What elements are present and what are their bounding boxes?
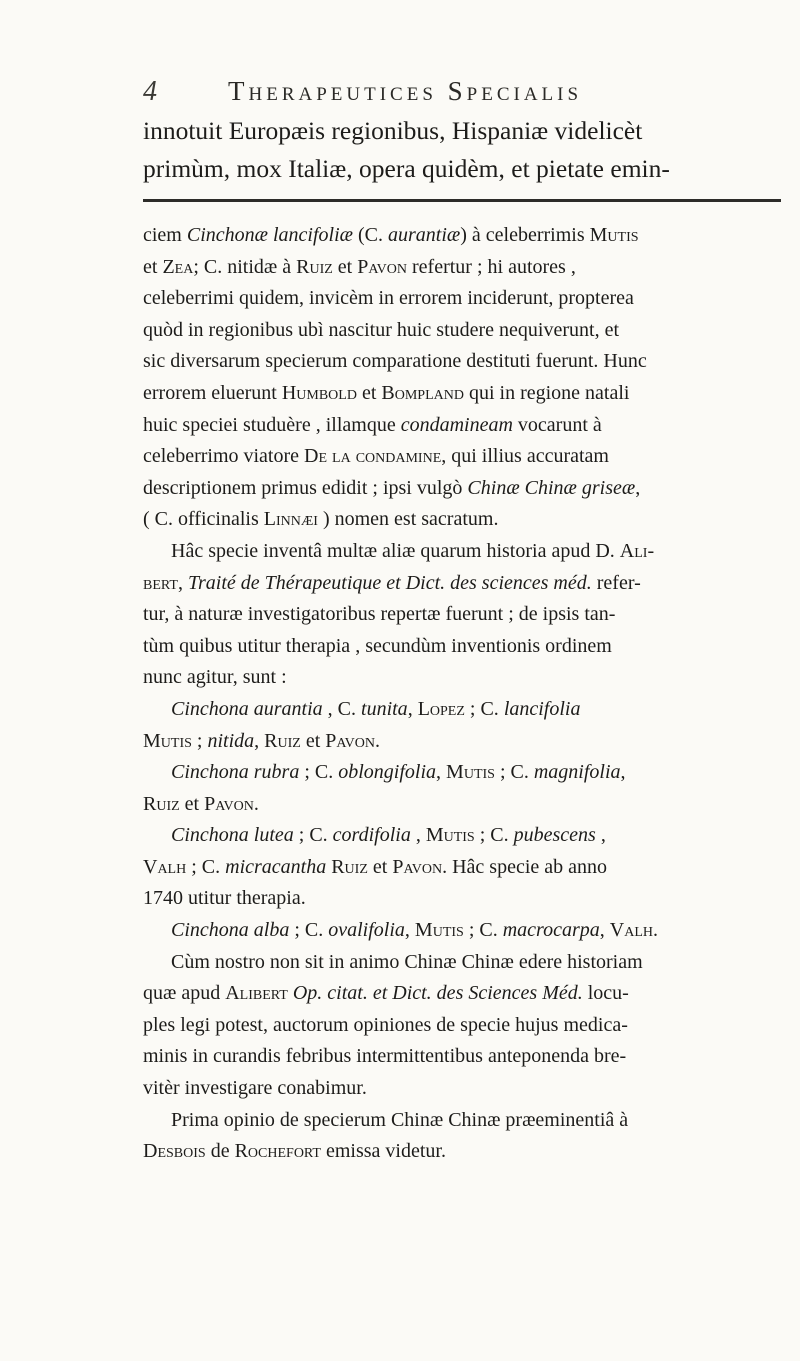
text-run: celeberrimo viatore bbox=[143, 445, 305, 468]
text-line: celeberrimi quidem, invicèm in errorem inciderunt, propterea bbox=[143, 287, 634, 310]
text-run: , C. bbox=[322, 697, 362, 720]
author-name: Rochefort bbox=[234, 1140, 321, 1163]
page-header bbox=[143, 76, 703, 116]
text-run: descriptionem primus edidit ; ipsi vulgò bbox=[143, 476, 468, 499]
author-name: Alibert bbox=[225, 982, 288, 1005]
author-name: Valh bbox=[143, 855, 187, 878]
species-entry bbox=[143, 789, 783, 821]
text-line bbox=[143, 252, 783, 284]
text-line bbox=[143, 504, 783, 536]
text-run: locu- bbox=[582, 982, 629, 1005]
author-name: Pavon bbox=[325, 729, 376, 752]
text-line bbox=[143, 978, 783, 1010]
author-name: Mutis bbox=[425, 824, 475, 847]
author-name: Lopez bbox=[417, 697, 465, 720]
text-run: , bbox=[404, 919, 415, 942]
text-run: ; C. bbox=[474, 824, 514, 847]
text-run: et bbox=[332, 255, 358, 278]
text-line: primùm, mox Italiæ, opera quidèm, et pietate emin- bbox=[143, 154, 670, 183]
text-line: minis in curandis febribus intermittentibus anteponenda bre- bbox=[143, 1045, 627, 1068]
species-name: oblongifolia bbox=[338, 761, 437, 784]
text-run: , bbox=[254, 729, 265, 752]
text-run: errorem eluerunt bbox=[143, 381, 282, 404]
text-run: , qui illius accuratam bbox=[441, 445, 609, 468]
author-name: Ruiz bbox=[296, 255, 333, 278]
text-line: nunc agitur, sunt : bbox=[143, 666, 287, 689]
book-title: Op. citat. et Dict. des Sciences Méd. bbox=[292, 982, 583, 1005]
text-run: . bbox=[375, 729, 381, 752]
text-run: et bbox=[356, 381, 382, 404]
text-line: Prima opinio de specierum Chinæ Chinæ præeminentiâ à bbox=[171, 1108, 629, 1131]
text-line: tùm quibus utitur therapia , secundùm inventionis ordinem bbox=[143, 634, 612, 657]
species-name: tunita bbox=[361, 697, 408, 720]
text-run: , bbox=[635, 476, 641, 499]
species-entry bbox=[143, 915, 783, 947]
species-entry bbox=[143, 852, 783, 884]
text-line bbox=[143, 536, 783, 568]
text-run: de bbox=[205, 1140, 235, 1163]
text-run: ; C. bbox=[463, 919, 503, 942]
text-run: ; C. bbox=[293, 824, 333, 847]
text-run: huic speciei studuère , illamque bbox=[143, 413, 401, 436]
text-line: Cùm nostro non sit in animo Chinæ Chinæ edere historiam bbox=[171, 950, 643, 973]
species-name: magnifolia bbox=[533, 761, 621, 784]
author-name: Ruiz bbox=[331, 855, 368, 878]
text-run: , bbox=[436, 761, 447, 784]
text-run: Hâc specie inventâ multæ aliæ quarum historia apud D. bbox=[171, 539, 620, 562]
author-name: Mutis bbox=[446, 761, 495, 784]
intro-text bbox=[143, 112, 783, 188]
text-run: , bbox=[410, 824, 426, 847]
species-name: macrocarpa bbox=[502, 919, 600, 942]
text-run: (C. bbox=[353, 224, 388, 246]
text-run: quæ apud bbox=[143, 982, 226, 1005]
text-run: ; C. bbox=[289, 919, 329, 942]
running-title: Therapeutices Specialis bbox=[228, 76, 583, 106]
author-name: Desbois bbox=[143, 1140, 206, 1163]
species-name: cordifolia bbox=[332, 824, 411, 847]
author-name: Valh bbox=[609, 919, 653, 942]
species-name: micracantha bbox=[225, 855, 327, 878]
author-name: Pavon bbox=[204, 792, 254, 815]
text-run: , bbox=[599, 919, 610, 942]
text-run: vocarunt à bbox=[512, 413, 602, 436]
author-name: Ali- bbox=[619, 539, 655, 562]
text-line: ples legi potest, auctorum opiniones de specie hujus medica- bbox=[143, 1013, 628, 1036]
species-entry bbox=[143, 726, 783, 758]
text-line bbox=[143, 410, 783, 442]
author-name: Humbold bbox=[281, 381, 357, 404]
text-run: emissa videtur. bbox=[320, 1140, 446, 1163]
author-name: Ruiz bbox=[143, 792, 180, 815]
text-run: . bbox=[253, 792, 259, 815]
text-run: ; C. bbox=[494, 761, 534, 784]
text-run: . Hâc specie ab anno bbox=[442, 855, 608, 878]
species-entry bbox=[143, 694, 783, 726]
species-name: Cinchona lutea bbox=[171, 824, 294, 847]
author-name: Mutis bbox=[414, 919, 464, 942]
text-run: qui in regione natali bbox=[463, 381, 630, 404]
species-name: Chinæ Chinæ griseæ bbox=[467, 476, 636, 499]
author-name: Pavon bbox=[357, 255, 407, 278]
species-name: Cinchona alba bbox=[171, 919, 290, 942]
species-entry bbox=[143, 757, 783, 789]
text-run: , bbox=[595, 824, 606, 847]
section-divider bbox=[143, 199, 781, 202]
species-name: nitida bbox=[207, 729, 255, 752]
text-run: ; C. nitidæ à bbox=[193, 255, 297, 278]
text-line bbox=[143, 473, 783, 505]
text-run: , bbox=[620, 761, 626, 784]
text-run: et bbox=[367, 855, 393, 878]
body-text bbox=[143, 220, 783, 1168]
species-name: lancifolia bbox=[503, 697, 581, 720]
page-number: 4 bbox=[143, 76, 157, 107]
text-run: et bbox=[300, 729, 326, 752]
text-run: ; bbox=[191, 729, 208, 752]
species-name: Cinchonæ lancifoliæ bbox=[186, 224, 353, 246]
species-name: ovalifolia bbox=[328, 919, 405, 942]
text-line bbox=[143, 1136, 783, 1168]
text-run: et bbox=[143, 255, 163, 278]
species-name: pubescens bbox=[513, 824, 596, 847]
text-run: refer- bbox=[591, 571, 641, 594]
species-entry bbox=[143, 820, 783, 852]
author-name: Zea bbox=[162, 255, 194, 278]
text-run: , bbox=[407, 697, 418, 720]
species-name: condamineam bbox=[400, 413, 513, 436]
text-run: refertur ; hi autores , bbox=[407, 255, 576, 278]
text-run: ; C. bbox=[299, 761, 339, 784]
text-run: et bbox=[179, 792, 205, 815]
species-name: Cinchona aurantia bbox=[171, 697, 323, 720]
text-line: innotuit Europæis regionibus, Hispaniæ videlicèt bbox=[143, 116, 643, 145]
author-name: Pavon bbox=[392, 855, 443, 878]
species-name: aurantiæ bbox=[388, 224, 461, 246]
text-line bbox=[143, 568, 783, 600]
text-line: sic diversarum specierum comparatione destituti fuerunt. Hunc bbox=[143, 350, 647, 373]
text-run: ) nomen est sacratum. bbox=[317, 508, 499, 531]
book-title: Traité de Thérapeutique et Dict. des sciences méd. bbox=[187, 571, 592, 594]
author-name: bert bbox=[143, 571, 178, 594]
author-name: Bompland bbox=[381, 381, 464, 404]
text-line: 1740 utitur therapia. bbox=[143, 887, 306, 910]
text-run: ( C. officinalis bbox=[143, 508, 264, 531]
text-line: vitèr investigare conabimur. bbox=[143, 1077, 367, 1100]
author-name: Mutis bbox=[143, 729, 192, 752]
text-line: quòd in regionibus ubì nascitur huic studere nequiverunt, et bbox=[143, 318, 620, 341]
text-line bbox=[143, 378, 783, 410]
text-run: , bbox=[177, 571, 188, 594]
text-line: tur, à naturæ investigatoribus repertæ fuerunt ; de ipsis tan- bbox=[143, 603, 616, 626]
text-line bbox=[143, 441, 783, 473]
text-run: . bbox=[652, 919, 658, 942]
text-run: ; C. bbox=[186, 855, 226, 878]
author-name: Ruiz bbox=[264, 729, 301, 752]
text-run: ; C. bbox=[464, 697, 504, 720]
text-line bbox=[143, 220, 783, 252]
author-name: Mutis bbox=[589, 224, 639, 246]
text-run: ) à celeberrimis bbox=[460, 224, 590, 246]
author-name: Linnæi bbox=[263, 508, 318, 531]
author-name: De la condamine bbox=[304, 445, 442, 468]
species-name: Cinchona rubra bbox=[171, 761, 300, 784]
text-run: ciem bbox=[143, 224, 187, 246]
